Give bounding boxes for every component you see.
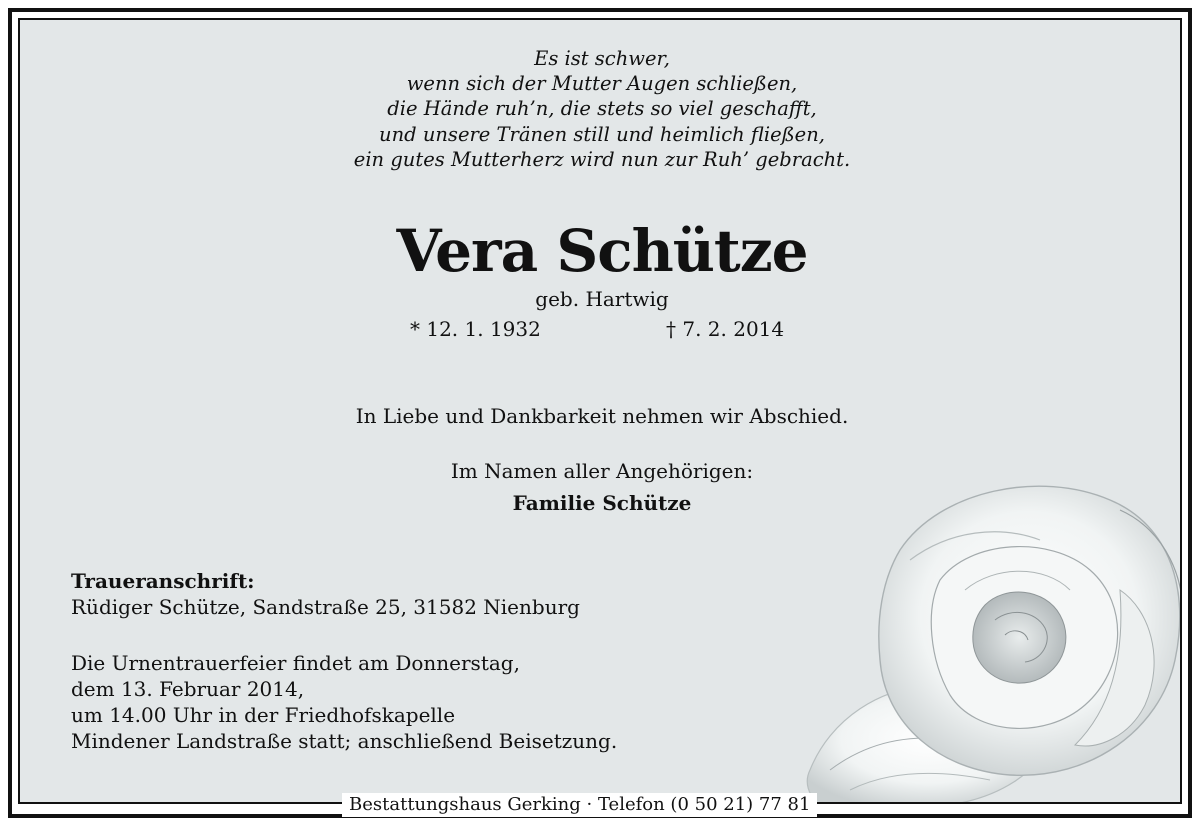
poem-line: und unsere Tränen still und heimlich fließen, [379, 122, 825, 146]
service-info [71, 650, 617, 754]
service-line: um 14.00 Uhr in der Friedhofskapelle [71, 703, 456, 727]
on-behalf-text: Im Namen aller Angehörigen: [450, 459, 754, 483]
birth-date: * 12. 1. 1932 [410, 317, 541, 341]
funeral-home-footer: Bestattungshaus Gerking · Telefon (0 50 21) 77 81 [342, 793, 817, 817]
service-line: Mindener Landstraße statt; anschließend Beisetzung. [71, 729, 618, 753]
poem-line: wenn sich der Mutter Augen schließen, [406, 72, 798, 96]
address-line: Rüdiger Schütze, Sandstraße 25, 31582 Nienburg [71, 595, 580, 619]
service-line: Die Urnentrauerfeier findet am Donnerstag, [71, 651, 520, 675]
death-date: † 7. 2. 2014 [666, 317, 785, 341]
farewell-text: In Liebe und Dankbarkeit nehmen wir Abschied. [355, 404, 849, 428]
poem-line: Es ist schwer, [534, 47, 670, 70]
poem-line: ein gutes Mutterherz wird nun zur Ruh’ gebracht. [353, 147, 851, 171]
deceased-name: Vera Schütze [396, 217, 808, 285]
family-name: Familie Schütze [512, 491, 692, 515]
poem [20, 46, 1182, 172]
mourning-address [71, 568, 580, 620]
poem-line: die Hände ruh’n, die stets so viel geschafft, [387, 97, 817, 121]
inner-panel [18, 18, 1182, 804]
service-line: dem 13. Februar 2014, [71, 677, 305, 701]
birth-name: geb. Hartwig [535, 287, 669, 311]
address-heading: Traueranschrift: [71, 569, 255, 593]
rose-illustration [790, 470, 1182, 804]
